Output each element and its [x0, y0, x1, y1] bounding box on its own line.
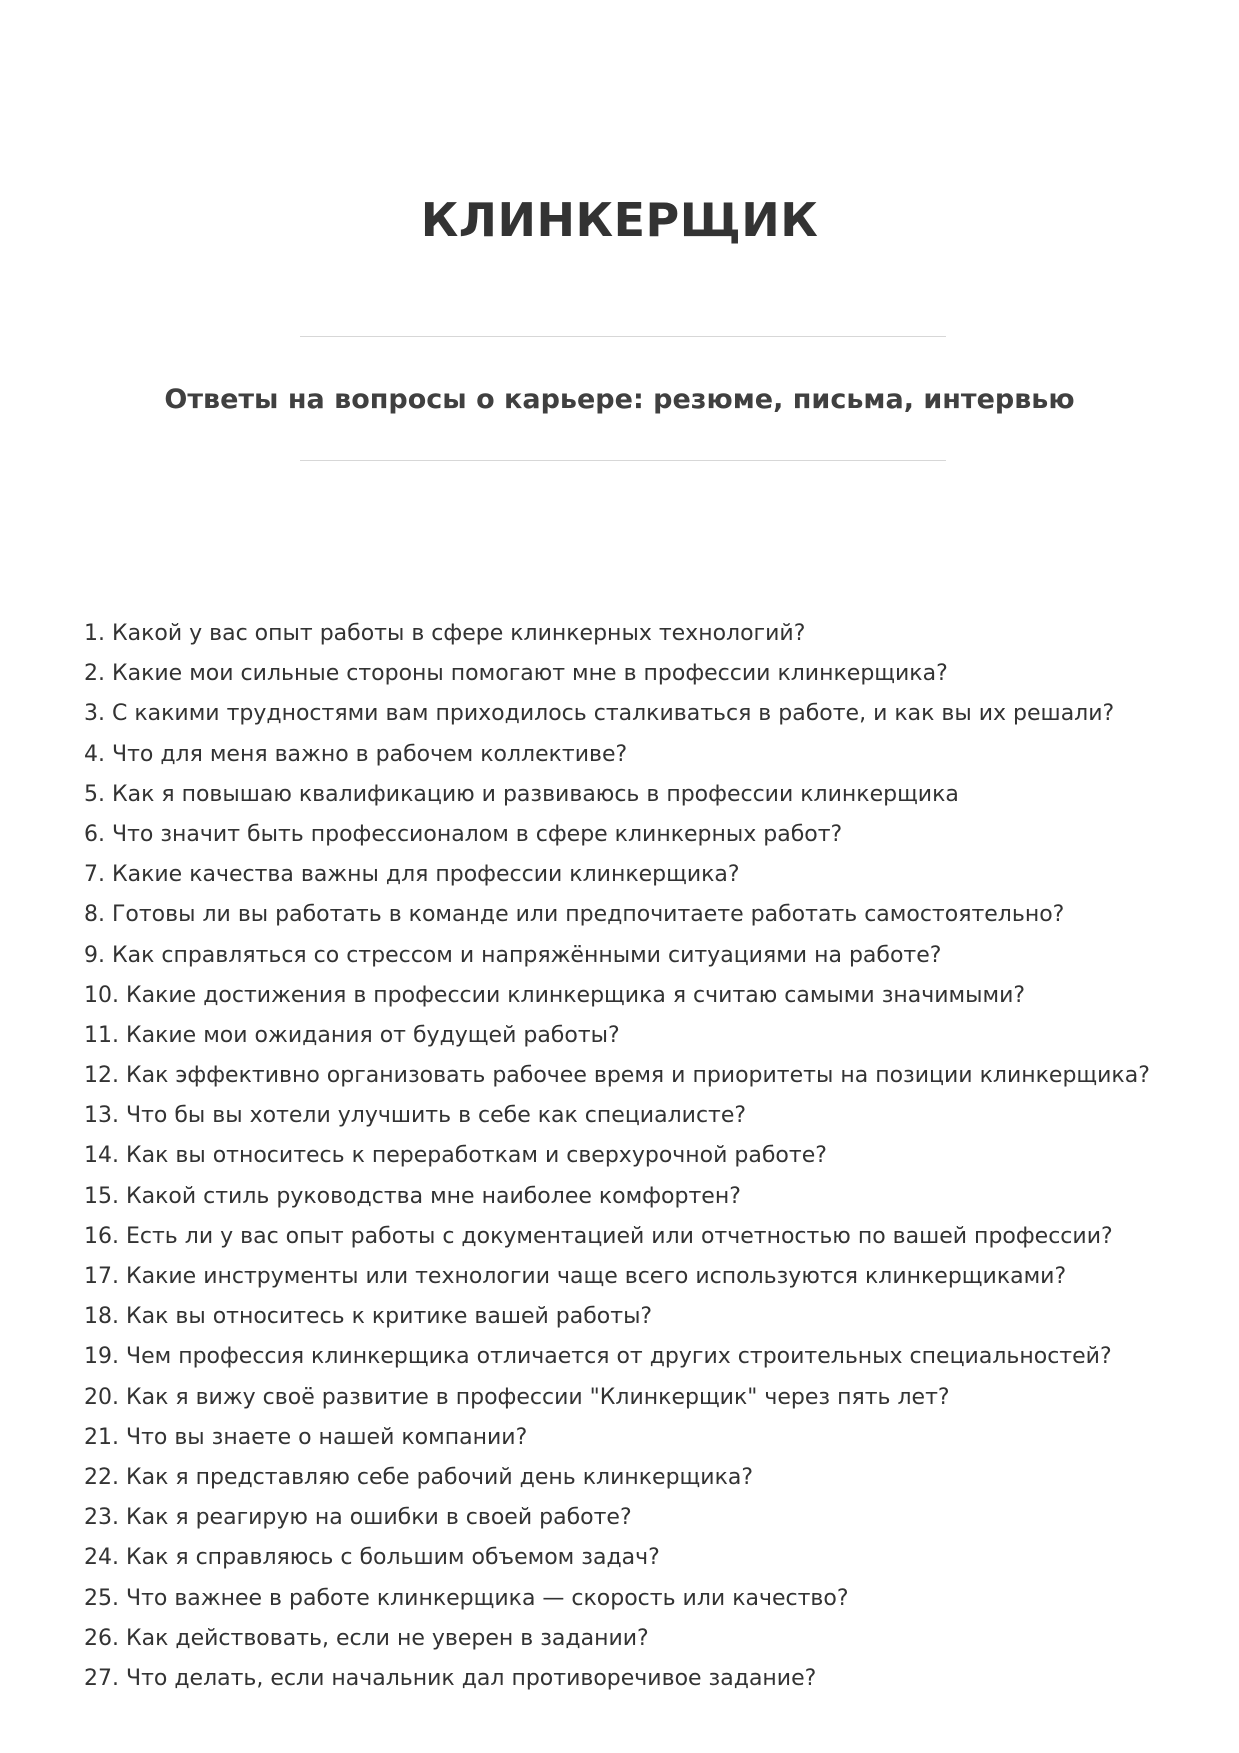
question-item: 6. Что значит быть профессионалом в сфере клинкерных работ? — [84, 821, 843, 847]
question-item: 19. Чем профессия клинкерщика отличается от других строительных специальностей? — [84, 1344, 1112, 1370]
question-item: 2. Какие мои сильные стороны помогают мне в профессии клинкерщика? — [84, 661, 948, 687]
question-item: 26. Как действовать, если не уверен в задании? — [84, 1625, 649, 1651]
bottom-divider — [300, 460, 946, 461]
question-item: 9. Как справляться со стрессом и напряжёнными ситуациями на работе? — [84, 942, 942, 968]
question-item: 1. Какой у вас опыт работы в сфере клинкерных технологий? — [84, 621, 806, 646]
question-item: 15. Какой стиль руководства мне наиболее комфортен? — [84, 1183, 741, 1209]
question-item: 11. Какие мои ожидания от будущей работы? — [84, 1022, 620, 1048]
question-item: 20. Как я вижу своё развитие в профессии "Клинкерщик" через пять лет? — [84, 1384, 950, 1410]
question-item: 3. С какими трудностями вам приходилось сталкиваться в работе, и как вы их решали? — [84, 701, 1115, 727]
page-subtitle: Ответы на вопросы о карьере: резюме, письма, интервью — [164, 384, 1075, 415]
question-item: 4. Что для меня важно в рабочем коллективе? — [84, 741, 628, 767]
question-item: 14. Как вы относитесь к переработкам и сверхурочной работе? — [84, 1143, 827, 1169]
question-item: 8. Готовы ли вы работать в команде или предпочитаете работать самостоятельно? — [84, 902, 1065, 928]
question-item: 5. Как я повышаю квалификацию и развиваюсь в профессии клинкерщика — [84, 781, 959, 807]
question-item: 27. Что делать, если начальник дал противоречивое задание? — [84, 1665, 817, 1691]
question-item: 10. Какие достижения в профессии клинкерщика я считаю самыми значимыми? — [84, 982, 1026, 1008]
question-list — [84, 614, 1204, 1699]
question-item: 24. Как я справляюсь с большим объемом задач? — [84, 1545, 660, 1571]
top-divider — [300, 336, 946, 337]
question-item: 12. Как эффективно организовать рабочее время и приоритеты на позиции клинкерщика? — [84, 1063, 1150, 1089]
question-item: 18. Как вы относитесь к критике вашей работы? — [84, 1304, 653, 1330]
question-item: 22. Как я представляю себе рабочий день клинкерщика? — [84, 1464, 754, 1490]
question-item: 17. Какие инструменты или технологии чаще всего используются клинкерщиками? — [84, 1264, 1067, 1289]
question-item: 25. Что важнее в работе клинкерщика — скорость или качество? — [84, 1585, 849, 1611]
question-item: 23. Как я реагирую на ошибки в своей работе? — [84, 1505, 632, 1531]
question-item: 13. Что бы вы хотели улучшить в себе как специалисте? — [84, 1103, 747, 1129]
question-item: 7. Какие качества важны для профессии клинкерщика? — [84, 862, 740, 888]
question-item: 16. Есть ли у вас опыт работы с документацией или отчетностью по вашей профессии? — [84, 1223, 1113, 1249]
page-title: КЛИНКЕРЩИК — [420, 193, 819, 247]
question-item: 21. Что вы знаете о нашей компании? — [84, 1424, 528, 1450]
